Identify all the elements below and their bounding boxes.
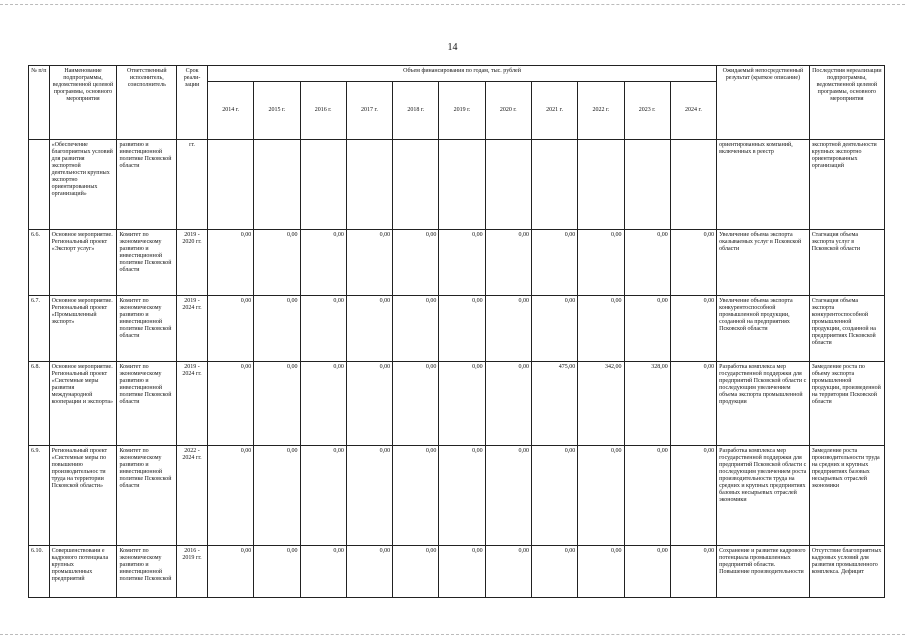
row-value: 0,00: [207, 230, 253, 296]
row-value: 0,00: [300, 446, 346, 546]
row-name: Совершенствовани е кадрового потенциала крупных промышленных предприятий: [49, 546, 117, 598]
header-year: 2017 г.: [346, 82, 392, 140]
row-value: 328,00: [624, 362, 670, 446]
row-executor: Комитет по экономическому развитию и инвестиционной политике Псковской области: [117, 230, 177, 296]
row-value: 0,00: [485, 230, 531, 296]
row-value: 0,00: [439, 362, 485, 446]
row-num: 6.7.: [29, 296, 50, 362]
row-value: 0,00: [393, 230, 439, 296]
header-name: Наименование подпрограммы, ведомственной целевой программы, основного мероприятия: [49, 66, 117, 140]
row-name: Основное мероприятие. Региональный проект «Системные меры развития международной кооперации и экспорта»: [49, 362, 117, 446]
table-row: [29, 230, 885, 296]
row-term: 2022 - 2024 гг.: [177, 446, 208, 546]
row-value: [207, 140, 253, 230]
row-value: 0,00: [346, 296, 392, 362]
row-value: 0,00: [254, 362, 300, 446]
row-value: 0,00: [300, 230, 346, 296]
header-year: 2015 г.: [254, 82, 300, 140]
table-row: [29, 446, 885, 546]
row-value: [670, 140, 716, 230]
row-value: 0,00: [531, 446, 577, 546]
row-value: 0,00: [207, 446, 253, 546]
row-result: ориентированных компаний, включенных в реестр: [717, 140, 810, 230]
row-value: 0,00: [578, 446, 624, 546]
row-value: 0,00: [670, 362, 716, 446]
row-value: 0,00: [346, 546, 392, 598]
row-value: 0,00: [531, 296, 577, 362]
row-term: 2019 - 2024 гг.: [177, 362, 208, 446]
row-consequences: экспортной деятельности крупных экспортно ориентированных организаций: [809, 140, 884, 230]
row-value: 0,00: [300, 296, 346, 362]
row-value: [393, 140, 439, 230]
row-value: 0,00: [578, 546, 624, 598]
row-value: 0,00: [485, 446, 531, 546]
row-num: [29, 140, 50, 230]
header-year: 2024 г.: [670, 82, 716, 140]
row-value: 0,00: [670, 230, 716, 296]
row-executor: Комитет по экономическому развитию и инвестиционной политике Псковской области: [117, 446, 177, 546]
row-value: 0,00: [439, 446, 485, 546]
row-term: гг.: [177, 140, 208, 230]
row-value: 0,00: [300, 362, 346, 446]
row-value: 0,00: [254, 446, 300, 546]
row-value: 0,00: [624, 546, 670, 598]
row-value: 0,00: [531, 230, 577, 296]
row-value: 0,00: [578, 230, 624, 296]
row-value: 342,00: [578, 362, 624, 446]
row-executor: развитию и инвестиционной политике Псковской области: [117, 140, 177, 230]
row-value: [254, 140, 300, 230]
header-result: Ожидаемый непосредственный результат (краткое описание): [717, 66, 810, 140]
row-value: 0,00: [207, 546, 253, 598]
header-year: 2021 г.: [531, 82, 577, 140]
row-name: Основное мероприятие. Региональный проект «Промышленный экспорт»: [49, 296, 117, 362]
row-value: [624, 140, 670, 230]
row-executor: Комитет по экономическому развитию и инвестиционной политике Псковской: [117, 546, 177, 598]
table-row: [29, 296, 885, 362]
row-value: [300, 140, 346, 230]
header-num: № п/п: [29, 66, 50, 140]
row-result: Увеличение объема экспорта оказываемых услуг в Псковской области: [717, 230, 810, 296]
row-value: [578, 140, 624, 230]
table-row: [29, 546, 885, 598]
row-term: 2019 - 2024 гг.: [177, 296, 208, 362]
row-value: 0,00: [300, 546, 346, 598]
row-name: Региональный проект «Системные меры по повышению производительнос ти труда на территории Псковской области»: [49, 446, 117, 546]
row-value: 0,00: [207, 362, 253, 446]
row-value: 0,00: [346, 362, 392, 446]
header-year: 2014 г.: [207, 82, 253, 140]
row-value: 0,00: [393, 546, 439, 598]
header-year: 2018 г.: [393, 82, 439, 140]
row-consequences: Стагнация объема экспорта услуг в Псковской области: [809, 230, 884, 296]
header-consequences: Последствия нереализации подпрограммы, ведомственной целевой программы, основного мероприятия: [809, 66, 884, 140]
row-value: 0,00: [439, 230, 485, 296]
row-value: 0,00: [393, 296, 439, 362]
scan-edge-top: [0, 4, 905, 5]
row-value: 0,00: [485, 362, 531, 446]
row-result: Увеличение объема экспорта конкурентоспособной промышленной продукции, созданной на предприятиях Псковской области: [717, 296, 810, 362]
header-financing-title: Объем финансирования по годам, тыс. рублей: [207, 66, 716, 82]
row-value: 0,00: [624, 296, 670, 362]
row-value: [485, 140, 531, 230]
scan-edge-bottom: [0, 634, 905, 635]
row-value: 0,00: [624, 446, 670, 546]
page-number: 14: [447, 42, 458, 53]
header-year: 2020 г.: [485, 82, 531, 140]
row-value: 0,00: [254, 230, 300, 296]
row-value: 0,00: [485, 296, 531, 362]
financing-table: [28, 65, 885, 598]
header-executor: Ответственный исполнитель, соисполнитель: [117, 66, 177, 140]
row-value: 0,00: [439, 546, 485, 598]
row-executor: Комитет по экономическому развитию и инвестиционной политике Псковской области: [117, 362, 177, 446]
row-term: 2016 - 2019 гг.: [177, 546, 208, 598]
row-value: 0,00: [393, 362, 439, 446]
row-value: 0,00: [207, 296, 253, 362]
row-value: 0,00: [254, 296, 300, 362]
row-value: 0,00: [485, 546, 531, 598]
row-value: 0,00: [254, 546, 300, 598]
row-value: [346, 140, 392, 230]
row-value: 0,00: [531, 546, 577, 598]
row-num: 6.6.: [29, 230, 50, 296]
header-year: 2022 г.: [578, 82, 624, 140]
row-consequences: Замедление роста производительности труда на средних и крупных предприятиях базовых несырьевых отраслей экономики: [809, 446, 884, 546]
header-year: 2016 г.: [300, 82, 346, 140]
header-year: 2023 г.: [624, 82, 670, 140]
row-name: «Обеспечение благоприятных условий для развития экспортной деятельности крупных экспортно ориентированных организаций»: [49, 140, 117, 230]
row-value: 0,00: [670, 296, 716, 362]
row-result: Разработка комплекса мер государственной поддержки для предприятий Псковской области с последующим увеличением объема экспорта промышленной продукции: [717, 362, 810, 446]
header-term: Срок реали-зации: [177, 66, 208, 140]
table-row: [29, 362, 885, 446]
row-executor: Комитет по экономическому развитию и инвестиционной политике Псковской области: [117, 296, 177, 362]
row-value: 0,00: [624, 230, 670, 296]
row-result: Разработка комплекса мер государственной поддержки для предприятий Псковской области с последующим увеличением роста производительности труда на средних и крупных предприятиях базовых несырьевых отраслей экономики: [717, 446, 810, 546]
table-header-row-1: [29, 66, 885, 82]
row-value: [439, 140, 485, 230]
row-consequences: Замедление роста по объему экспорта промышленной продукции, произведенной на территории Псковской области: [809, 362, 884, 446]
row-value: 475,00: [531, 362, 577, 446]
row-value: 0,00: [439, 296, 485, 362]
table-row: [29, 140, 885, 230]
row-value: 0,00: [393, 446, 439, 546]
row-value: 0,00: [578, 296, 624, 362]
row-value: 0,00: [346, 230, 392, 296]
row-consequences: Отсутствие благоприятных кадровых условий для развития промышленного комплекса. Дефицит: [809, 546, 884, 598]
header-year: 2019 г.: [439, 82, 485, 140]
row-value: 0,00: [670, 546, 716, 598]
row-result: Сохранение и развитие кадрового потенциала промышленных предприятий области. Повышение производительности: [717, 546, 810, 598]
row-term: 2019 - 2020 гг.: [177, 230, 208, 296]
row-consequences: Стагнация объема экспорта конкурентоспособной промышленной продукции, созданной на предприятиях Псковской области: [809, 296, 884, 362]
row-num: 6.9.: [29, 446, 50, 546]
row-num: 6.8.: [29, 362, 50, 446]
row-value: [531, 140, 577, 230]
row-value: 0,00: [346, 446, 392, 546]
row-name: Основное мероприятие. Региональный проект «Экспорт услуг»: [49, 230, 117, 296]
row-num: 6.10.: [29, 546, 50, 598]
row-value: 0,00: [670, 446, 716, 546]
